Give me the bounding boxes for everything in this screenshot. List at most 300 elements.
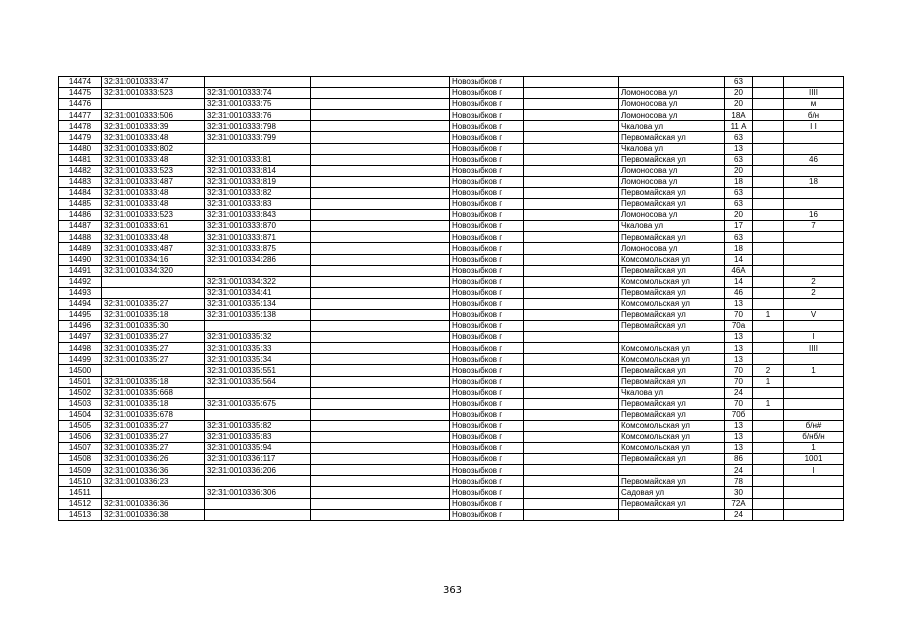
blank-cell-2 <box>524 398 619 409</box>
building-cell <box>753 332 784 343</box>
table-row <box>59 443 844 454</box>
street-cell: Первомайская ул <box>619 265 725 276</box>
cadastral-number-cell: 32:31:0010334:16 <box>102 254 205 265</box>
city-cell: Новозыбков г <box>450 287 524 298</box>
house-cell: 86 <box>725 454 753 465</box>
house-cell: 24 <box>725 387 753 398</box>
apartment-cell <box>784 143 844 154</box>
blank-cell-2 <box>524 232 619 243</box>
blank-cell-2 <box>524 143 619 154</box>
table-row <box>59 77 844 88</box>
blank-cell-2 <box>524 88 619 99</box>
blank-cell <box>311 498 450 509</box>
house-cell: 13 <box>725 420 753 431</box>
house-cell: 30 <box>725 487 753 498</box>
object-number-cell: 32:31:0010333:799 <box>205 132 311 143</box>
table-row <box>59 99 844 110</box>
table-row <box>59 243 844 254</box>
blank-cell <box>311 465 450 476</box>
blank-cell <box>311 110 450 121</box>
row-number-cell: 14481 <box>59 154 102 165</box>
object-number-cell <box>205 509 311 520</box>
cadastral-number-cell: 32:31:0010333:61 <box>102 221 205 232</box>
row-number-cell: 14510 <box>59 476 102 487</box>
street-cell: Ломоносова ул <box>619 176 725 187</box>
street-cell: Первомайская ул <box>619 409 725 420</box>
house-cell: 20 <box>725 210 753 221</box>
house-cell: 20 <box>725 88 753 99</box>
street-cell: Первомайская ул <box>619 309 725 320</box>
house-cell: 70а <box>725 321 753 332</box>
object-number-cell: 32:31:0010333:870 <box>205 221 311 232</box>
cadastral-number-cell: 32:31:0010333:48 <box>102 132 205 143</box>
building-cell <box>753 465 784 476</box>
street-cell: Чкалова ул <box>619 143 725 154</box>
object-number-cell: 32:31:0010333:82 <box>205 187 311 198</box>
row-number-cell: 14485 <box>59 199 102 210</box>
blank-cell <box>311 398 450 409</box>
row-number-cell: 14486 <box>59 210 102 221</box>
blank-cell-2 <box>524 132 619 143</box>
object-number-cell: 32:31:0010333:875 <box>205 243 311 254</box>
street-cell <box>619 77 725 88</box>
blank-cell-2 <box>524 487 619 498</box>
building-cell: 1 <box>753 398 784 409</box>
house-cell: 24 <box>725 509 753 520</box>
city-cell: Новозыбков г <box>450 99 524 110</box>
city-cell: Новозыбков г <box>450 498 524 509</box>
object-number-cell <box>205 321 311 332</box>
table-row <box>59 398 844 409</box>
table-row <box>59 465 844 476</box>
object-number-cell <box>205 77 311 88</box>
apartment-cell: I <box>784 465 844 476</box>
row-number-cell: 14506 <box>59 432 102 443</box>
table-row <box>59 409 844 420</box>
blank-cell <box>311 210 450 221</box>
object-number-cell: 32:31:0010333:819 <box>205 176 311 187</box>
cadastral-number-cell: 32:31:0010335:27 <box>102 420 205 431</box>
blank-cell-2 <box>524 210 619 221</box>
object-number-cell: 32:31:0010336:306 <box>205 487 311 498</box>
blank-cell-2 <box>524 465 619 476</box>
city-cell: Новозыбков г <box>450 509 524 520</box>
table-row <box>59 121 844 132</box>
blank-cell-2 <box>524 199 619 210</box>
street-cell: Первомайская ул <box>619 321 725 332</box>
house-cell: 13 <box>725 354 753 365</box>
apartment-cell: б/н# <box>784 420 844 431</box>
house-cell: 13 <box>725 443 753 454</box>
blank-cell-2 <box>524 99 619 110</box>
table-row <box>59 143 844 154</box>
blank-cell <box>311 199 450 210</box>
building-cell: 2 <box>753 365 784 376</box>
house-cell: 63 <box>725 199 753 210</box>
street-cell: Ломоносова ул <box>619 88 725 99</box>
table-row <box>59 432 844 443</box>
blank-cell-2 <box>524 432 619 443</box>
table-row <box>59 354 844 365</box>
apartment-cell: IIII <box>784 88 844 99</box>
building-cell <box>753 432 784 443</box>
street-cell: Комсомольская ул <box>619 443 725 454</box>
building-cell <box>753 420 784 431</box>
object-number-cell: 32:31:0010333:83 <box>205 199 311 210</box>
row-number-cell: 14477 <box>59 110 102 121</box>
cadastral-number-cell <box>102 99 205 110</box>
city-cell: Новозыбков г <box>450 165 524 176</box>
cadastral-number-cell <box>102 287 205 298</box>
building-cell <box>753 276 784 287</box>
cadastral-number-cell: 32:31:0010336:36 <box>102 465 205 476</box>
apartment-cell: 7 <box>784 221 844 232</box>
blank-cell-2 <box>524 343 619 354</box>
apartment-cell: IIII <box>784 343 844 354</box>
table-row <box>59 420 844 431</box>
blank-cell <box>311 343 450 354</box>
street-cell: Комсомольская ул <box>619 343 725 354</box>
cadastral-number-cell: 32:31:0010333:48 <box>102 232 205 243</box>
object-number-cell: 32:31:0010335:34 <box>205 354 311 365</box>
apartment-cell <box>784 376 844 387</box>
blank-cell-2 <box>524 187 619 198</box>
city-cell: Новозыбков г <box>450 321 524 332</box>
apartment-cell <box>784 498 844 509</box>
cadastral-number-cell: 32:31:0010333:523 <box>102 165 205 176</box>
cadastral-number-cell: 32:31:0010335:668 <box>102 387 205 398</box>
house-cell: 13 <box>725 298 753 309</box>
table-row <box>59 309 844 320</box>
blank-cell-2 <box>524 165 619 176</box>
city-cell: Новозыбков г <box>450 365 524 376</box>
street-cell: Первомайская ул <box>619 365 725 376</box>
row-number-cell: 14478 <box>59 121 102 132</box>
row-number-cell: 14480 <box>59 143 102 154</box>
row-number-cell: 14498 <box>59 343 102 354</box>
cadastral-number-cell: 32:31:0010335:27 <box>102 432 205 443</box>
blank-cell <box>311 154 450 165</box>
city-cell: Новозыбков г <box>450 232 524 243</box>
object-number-cell <box>205 265 311 276</box>
blank-cell <box>311 321 450 332</box>
building-cell <box>753 476 784 487</box>
building-cell <box>753 154 784 165</box>
object-number-cell <box>205 498 311 509</box>
blank-cell-2 <box>524 309 619 320</box>
city-cell: Новозыбков г <box>450 376 524 387</box>
house-cell: 78 <box>725 476 753 487</box>
row-number-cell: 14509 <box>59 465 102 476</box>
table-row <box>59 165 844 176</box>
street-cell: Комсомольская ул <box>619 254 725 265</box>
object-number-cell: 32:31:0010333:75 <box>205 99 311 110</box>
building-cell <box>753 221 784 232</box>
blank-cell-2 <box>524 409 619 420</box>
house-cell: 11 А <box>725 121 753 132</box>
building-cell <box>753 132 784 143</box>
building-cell: 1 <box>753 309 784 320</box>
cadastral-number-cell <box>102 487 205 498</box>
cadastral-number-cell: 32:31:0010333:39 <box>102 121 205 132</box>
table-row <box>59 221 844 232</box>
table-row <box>59 498 844 509</box>
table-row <box>59 88 844 99</box>
house-cell: 46А <box>725 265 753 276</box>
blank-cell <box>311 509 450 520</box>
table-row <box>59 110 844 121</box>
building-cell <box>753 243 784 254</box>
table-row <box>59 187 844 198</box>
building-cell <box>753 110 784 121</box>
cadastral-number-cell: 32:31:0010333:47 <box>102 77 205 88</box>
object-number-cell: 32:31:0010333:74 <box>205 88 311 99</box>
house-cell: 13 <box>725 343 753 354</box>
object-number-cell <box>205 476 311 487</box>
blank-cell <box>311 176 450 187</box>
row-number-cell: 14493 <box>59 287 102 298</box>
city-cell: Новозыбков г <box>450 387 524 398</box>
cadastral-number-cell: 32:31:0010335:678 <box>102 409 205 420</box>
city-cell: Новозыбков г <box>450 176 524 187</box>
city-cell: Новозыбков г <box>450 121 524 132</box>
blank-cell <box>311 287 450 298</box>
registry-table-body <box>59 77 844 521</box>
row-number-cell: 14490 <box>59 254 102 265</box>
object-number-cell <box>205 409 311 420</box>
blank-cell-2 <box>524 321 619 332</box>
blank-cell <box>311 332 450 343</box>
building-cell <box>753 298 784 309</box>
building-cell <box>753 199 784 210</box>
row-number-cell: 14503 <box>59 398 102 409</box>
table-row <box>59 132 844 143</box>
blank-cell-2 <box>524 420 619 431</box>
house-cell: 63 <box>725 154 753 165</box>
street-cell <box>619 465 725 476</box>
building-cell <box>753 387 784 398</box>
object-number-cell: 32:31:0010335:138 <box>205 309 311 320</box>
apartment-cell: 1 <box>784 443 844 454</box>
street-cell: Первомайская ул <box>619 199 725 210</box>
house-cell: 72А <box>725 498 753 509</box>
row-number-cell: 14483 <box>59 176 102 187</box>
row-number-cell: 14491 <box>59 265 102 276</box>
street-cell: Первомайская ул <box>619 398 725 409</box>
city-cell: Новозыбков г <box>450 265 524 276</box>
object-number-cell <box>205 143 311 154</box>
city-cell: Новозыбков г <box>450 243 524 254</box>
cadastral-number-cell: 32:31:0010333:523 <box>102 88 205 99</box>
building-cell <box>753 265 784 276</box>
object-number-cell: 32:31:0010333:76 <box>205 110 311 121</box>
city-cell: Новозыбков г <box>450 199 524 210</box>
city-cell: Новозыбков г <box>450 298 524 309</box>
street-cell: Ломоносова ул <box>619 243 725 254</box>
cadastral-number-cell <box>102 365 205 376</box>
cadastral-number-cell: 32:31:0010333:523 <box>102 210 205 221</box>
table-row <box>59 376 844 387</box>
object-number-cell: 32:31:0010335:134 <box>205 298 311 309</box>
city-cell: Новозыбков г <box>450 476 524 487</box>
cadastral-number-cell: 32:31:0010333:487 <box>102 243 205 254</box>
blank-cell-2 <box>524 387 619 398</box>
city-cell: Новозыбков г <box>450 276 524 287</box>
blank-cell <box>311 99 450 110</box>
city-cell: Новозыбков г <box>450 398 524 409</box>
city-cell: Новозыбков г <box>450 332 524 343</box>
blank-cell <box>311 88 450 99</box>
blank-cell <box>311 432 450 443</box>
blank-cell-2 <box>524 376 619 387</box>
object-number-cell: 32:31:0010333:798 <box>205 121 311 132</box>
blank-cell <box>311 121 450 132</box>
cadastral-number-cell: 32:31:0010335:27 <box>102 443 205 454</box>
object-number-cell: 32:31:0010335:82 <box>205 420 311 431</box>
house-cell: 20 <box>725 99 753 110</box>
blank-cell <box>311 243 450 254</box>
apartment-cell <box>784 487 844 498</box>
row-number-cell: 14495 <box>59 309 102 320</box>
street-cell: Первомайская ул <box>619 454 725 465</box>
blank-cell-2 <box>524 276 619 287</box>
city-cell: Новозыбков г <box>450 210 524 221</box>
city-cell: Новозыбков г <box>450 254 524 265</box>
cadastral-number-cell: 32:31:0010333:48 <box>102 154 205 165</box>
cadastral-number-cell: 32:31:0010333:506 <box>102 110 205 121</box>
cadastral-number-cell: 32:31:0010335:27 <box>102 332 205 343</box>
apartment-cell <box>784 199 844 210</box>
apartment-cell <box>784 132 844 143</box>
street-cell: Первомайская ул <box>619 154 725 165</box>
blank-cell-2 <box>524 176 619 187</box>
table-row <box>59 154 844 165</box>
blank-cell <box>311 409 450 420</box>
city-cell: Новозыбков г <box>450 221 524 232</box>
table-row <box>59 509 844 520</box>
street-cell: Ломоносова ул <box>619 99 725 110</box>
city-cell: Новозыбков г <box>450 110 524 121</box>
house-cell: 17 <box>725 221 753 232</box>
row-number-cell: 14511 <box>59 487 102 498</box>
page-number: 363 <box>442 585 463 596</box>
blank-cell <box>311 376 450 387</box>
blank-cell <box>311 420 450 431</box>
blank-cell-2 <box>524 77 619 88</box>
apartment-cell: м <box>784 99 844 110</box>
cadastral-number-cell: 32:31:0010335:30 <box>102 321 205 332</box>
row-number-cell: 14504 <box>59 409 102 420</box>
building-cell <box>753 143 784 154</box>
city-cell: Новозыбков г <box>450 187 524 198</box>
apartment-cell <box>784 321 844 332</box>
street-cell <box>619 509 725 520</box>
object-number-cell: 32:31:0010335:83 <box>205 432 311 443</box>
city-cell: Новозыбков г <box>450 432 524 443</box>
building-cell <box>753 509 784 520</box>
street-cell: Первомайская ул <box>619 498 725 509</box>
cadastral-number-cell: 32:31:0010333:48 <box>102 187 205 198</box>
cadastral-number-cell: 32:31:0010336:36 <box>102 498 205 509</box>
row-number-cell: 14494 <box>59 298 102 309</box>
cadastral-number-cell: 32:31:0010333:487 <box>102 176 205 187</box>
apartment-cell <box>784 409 844 420</box>
street-cell: Первомайская ул <box>619 476 725 487</box>
table-row <box>59 287 844 298</box>
street-cell: Первомайская ул <box>619 187 725 198</box>
row-number-cell: 14488 <box>59 232 102 243</box>
blank-cell-2 <box>524 254 619 265</box>
apartment-cell: 46 <box>784 154 844 165</box>
house-cell: 63 <box>725 232 753 243</box>
house-cell: 70 <box>725 365 753 376</box>
city-cell: Новозыбков г <box>450 487 524 498</box>
blank-cell-2 <box>524 332 619 343</box>
apartment-cell <box>784 77 844 88</box>
cadastral-number-cell: 32:31:0010335:27 <box>102 298 205 309</box>
object-number-cell: 32:31:0010333:843 <box>205 210 311 221</box>
object-number-cell: 32:31:0010336:206 <box>205 465 311 476</box>
object-number-cell: 32:31:0010335:32 <box>205 332 311 343</box>
table-row <box>59 387 844 398</box>
house-cell: 13 <box>725 143 753 154</box>
table-row <box>59 176 844 187</box>
city-cell: Новозыбков г <box>450 420 524 431</box>
cadastral-number-cell: 32:31:0010333:802 <box>102 143 205 154</box>
house-cell: 70 <box>725 398 753 409</box>
house-cell: 70 <box>725 376 753 387</box>
building-cell <box>753 77 784 88</box>
cadastral-number-cell: 32:31:0010336:38 <box>102 509 205 520</box>
street-cell: Комсомольская ул <box>619 432 725 443</box>
blank-cell <box>311 309 450 320</box>
blank-cell <box>311 443 450 454</box>
city-cell: Новозыбков г <box>450 77 524 88</box>
street-cell <box>619 332 725 343</box>
cadastral-number-cell: 32:31:0010335:18 <box>102 398 205 409</box>
blank-cell <box>311 365 450 376</box>
table-row <box>59 365 844 376</box>
table-row <box>59 476 844 487</box>
house-cell: 20 <box>725 165 753 176</box>
apartment-cell <box>784 165 844 176</box>
row-number-cell: 14505 <box>59 420 102 431</box>
street-cell: Чкалова ул <box>619 121 725 132</box>
row-number-cell: 14489 <box>59 243 102 254</box>
table-row <box>59 276 844 287</box>
apartment-cell <box>784 232 844 243</box>
table-row <box>59 343 844 354</box>
object-number-cell: 32:31:0010334:286 <box>205 254 311 265</box>
blank-cell-2 <box>524 498 619 509</box>
row-number-cell: 14482 <box>59 165 102 176</box>
building-cell <box>753 487 784 498</box>
table-row <box>59 298 844 309</box>
apartment-cell <box>784 254 844 265</box>
apartment-cell <box>784 187 844 198</box>
cadastral-number-cell <box>102 276 205 287</box>
house-cell: 63 <box>725 187 753 198</box>
row-number-cell: 14497 <box>59 332 102 343</box>
house-cell: 13 <box>725 332 753 343</box>
apartment-cell: I I <box>784 121 844 132</box>
city-cell: Новозыбков г <box>450 309 524 320</box>
apartment-cell: V <box>784 309 844 320</box>
object-number-cell: 32:31:0010334:322 <box>205 276 311 287</box>
building-cell <box>753 321 784 332</box>
object-number-cell: 32:31:0010333:81 <box>205 154 311 165</box>
registry-table <box>58 76 844 521</box>
